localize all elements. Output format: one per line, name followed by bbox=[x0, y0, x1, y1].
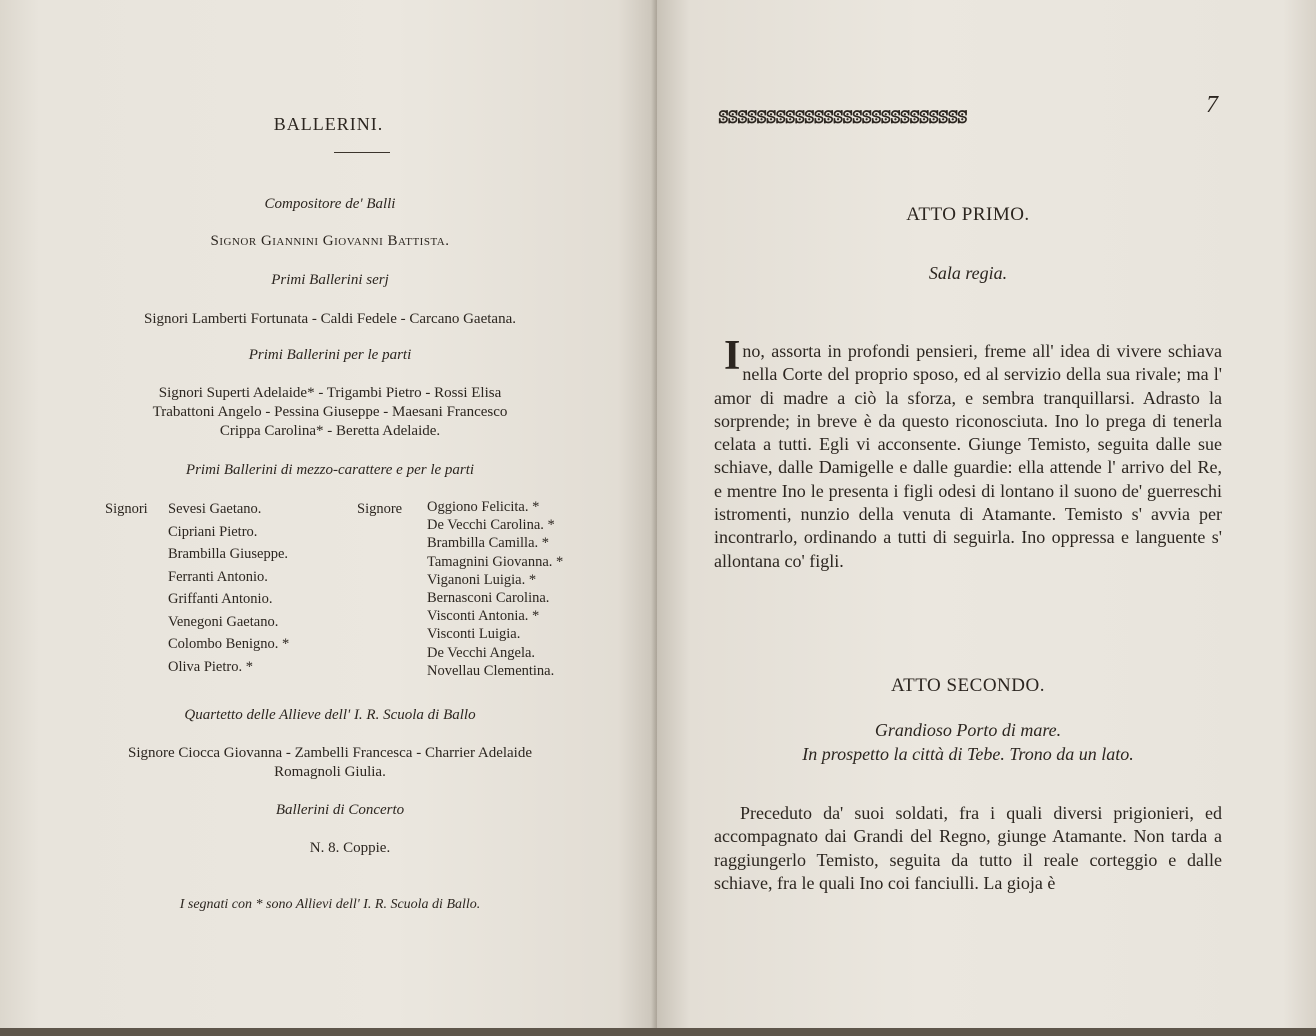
act2-scene: Grandioso Porto di mare. bbox=[874, 720, 1062, 740]
list-item: Viganoni Luigia. * bbox=[427, 571, 537, 588]
primi-heading: Primi Ballerini serj bbox=[271, 272, 389, 288]
parti-line: Signori Superti Adelaide* - Trigambi Pietro - Rossi Elisa bbox=[158, 385, 502, 401]
signore-label-col bbox=[357, 498, 402, 521]
compositore-name: Signor Giannini Giovanni Battista. bbox=[210, 233, 450, 249]
quartetto-line: Signore Ciocca Giovanna - Zambelli Francesca - Charrier Adelaide bbox=[127, 745, 532, 761]
signore-label: Signore bbox=[357, 501, 403, 517]
signori-label-col bbox=[105, 498, 148, 521]
concerto-value: N. 8. Coppie. bbox=[309, 840, 391, 856]
greek-key-border: ꕷꕷꕷꕷꕷꕷꕷꕷꕷꕷꕷꕷꕷꕷꕷꕷꕷꕷꕷꕷꕷꕷꕷꕷꕷꕷ bbox=[718, 108, 967, 128]
page-number: 7 bbox=[1206, 92, 1218, 118]
list-item: De Vecchi Angela. bbox=[427, 644, 536, 661]
parti-heading: Primi Ballerini per le parti bbox=[248, 347, 412, 363]
list-item: Griffanti Antonio. bbox=[168, 591, 273, 607]
act2-scene: In prospetto la città di Tebe. Trono da un lato. bbox=[802, 744, 1134, 764]
men-list bbox=[168, 498, 289, 678]
list-item: Ferranti Antonio. bbox=[168, 568, 268, 585]
list-item: Cipriani Pietro. bbox=[168, 523, 258, 540]
mezzo-heading: Primi Ballerini di mezzo-carattere e per le parti bbox=[185, 462, 475, 478]
act1-text: no, assorta in profondi pensieri, freme all' idea di vivere schiava nella Corte del proprio sposo, ed al servizio della sua rivale; ma l' amor di madre a ciò la sforza, e sembra tranquillarsi. Adrasto la sorprende; in breve è da questo riconosciuta. Ino lo prega di tenerla celata a tutti. Egli vi acconsente. Giunge Temisto, seguita dalle sue schiave, dalle Damigelle e dalle guardie: ella attende l' arrivo del Re, e mentre Ino le presenta i figli odesi di lontano il suono de' guerreschi istromenti, nunzio della venuta di Atamante. Temisto s' avvia per incontrarlo, ordinando a tutti di seguirla. Ino oppressa e languente s' allontana co' figli. bbox=[714, 341, 1222, 571]
title-rule bbox=[334, 152, 390, 153]
act1-scene: Sala regia. bbox=[928, 263, 1008, 283]
book-edge bbox=[0, 1028, 1316, 1036]
list-item: Bernasconi Carolina. bbox=[427, 590, 550, 607]
concerto-heading: Ballerini di Concerto bbox=[275, 802, 405, 818]
list-item: Visconti Antonia. * bbox=[427, 608, 540, 625]
list-item: Visconti Luigia. bbox=[427, 626, 521, 643]
left-page bbox=[0, 0, 657, 1036]
list-item: Venegoni Gaetano. bbox=[168, 613, 279, 630]
list-item: Sevesi Gaetano. bbox=[168, 501, 262, 517]
women-list bbox=[427, 498, 563, 680]
signori-label: Signori bbox=[105, 501, 148, 517]
act2-paragraph: Preceduto da' suoi soldati, fra i quali diversi prigionieri, ed accompagnato dai Grandi del Regno, giunge Atamante. Non tarda a raggiungerlo Temisto, seguita da tutto il reale corteggio e dalle schiave, fra le quali Ino coi fanciulli. La gioja è bbox=[714, 803, 1222, 893]
act1-paragraph bbox=[714, 333, 1222, 573]
list-item: Oliva Pietro. * bbox=[168, 658, 253, 675]
quartetto-line: Romagnoli Giulia. bbox=[274, 764, 386, 780]
list-item: Brambilla Giuseppe. bbox=[168, 546, 289, 562]
act1-title: ATTO PRIMO. bbox=[906, 204, 1030, 225]
primi-names: Signori Lamberti Fortunata - Caldi Fedele - Carcano Gaetana. bbox=[144, 311, 516, 327]
act2-title: ATTO SECONDO. bbox=[891, 675, 1045, 696]
parti-line: Trabattoni Angelo - Pessina Giuseppe - Maesani Francesco bbox=[152, 404, 508, 420]
list-item: Oggiono Felicita. * bbox=[427, 499, 540, 515]
parti-line: Crippa Carolina* - Beretta Adelaide. bbox=[219, 423, 441, 439]
list-item: Tamagnini Giovanna. * bbox=[427, 553, 564, 570]
list-item: De Vecchi Carolina. * bbox=[427, 517, 555, 534]
footnote: I segnati con * sono Allievi dell' I. R. Scuola di Ballo. bbox=[179, 897, 481, 912]
drop-cap: I bbox=[724, 333, 741, 379]
compositore-heading: Compositore de' Balli bbox=[264, 196, 396, 212]
page-title: BALLERINI. bbox=[273, 114, 384, 134]
list-item: Brambilla Camilla. * bbox=[427, 535, 550, 552]
list-item: Colombo Benigno. * bbox=[168, 636, 290, 652]
quartetto-heading: Quartetto delle Allieve dell' I. R. Scuola di Ballo bbox=[184, 707, 476, 723]
list-item: Novellau Clementina. bbox=[427, 662, 555, 679]
